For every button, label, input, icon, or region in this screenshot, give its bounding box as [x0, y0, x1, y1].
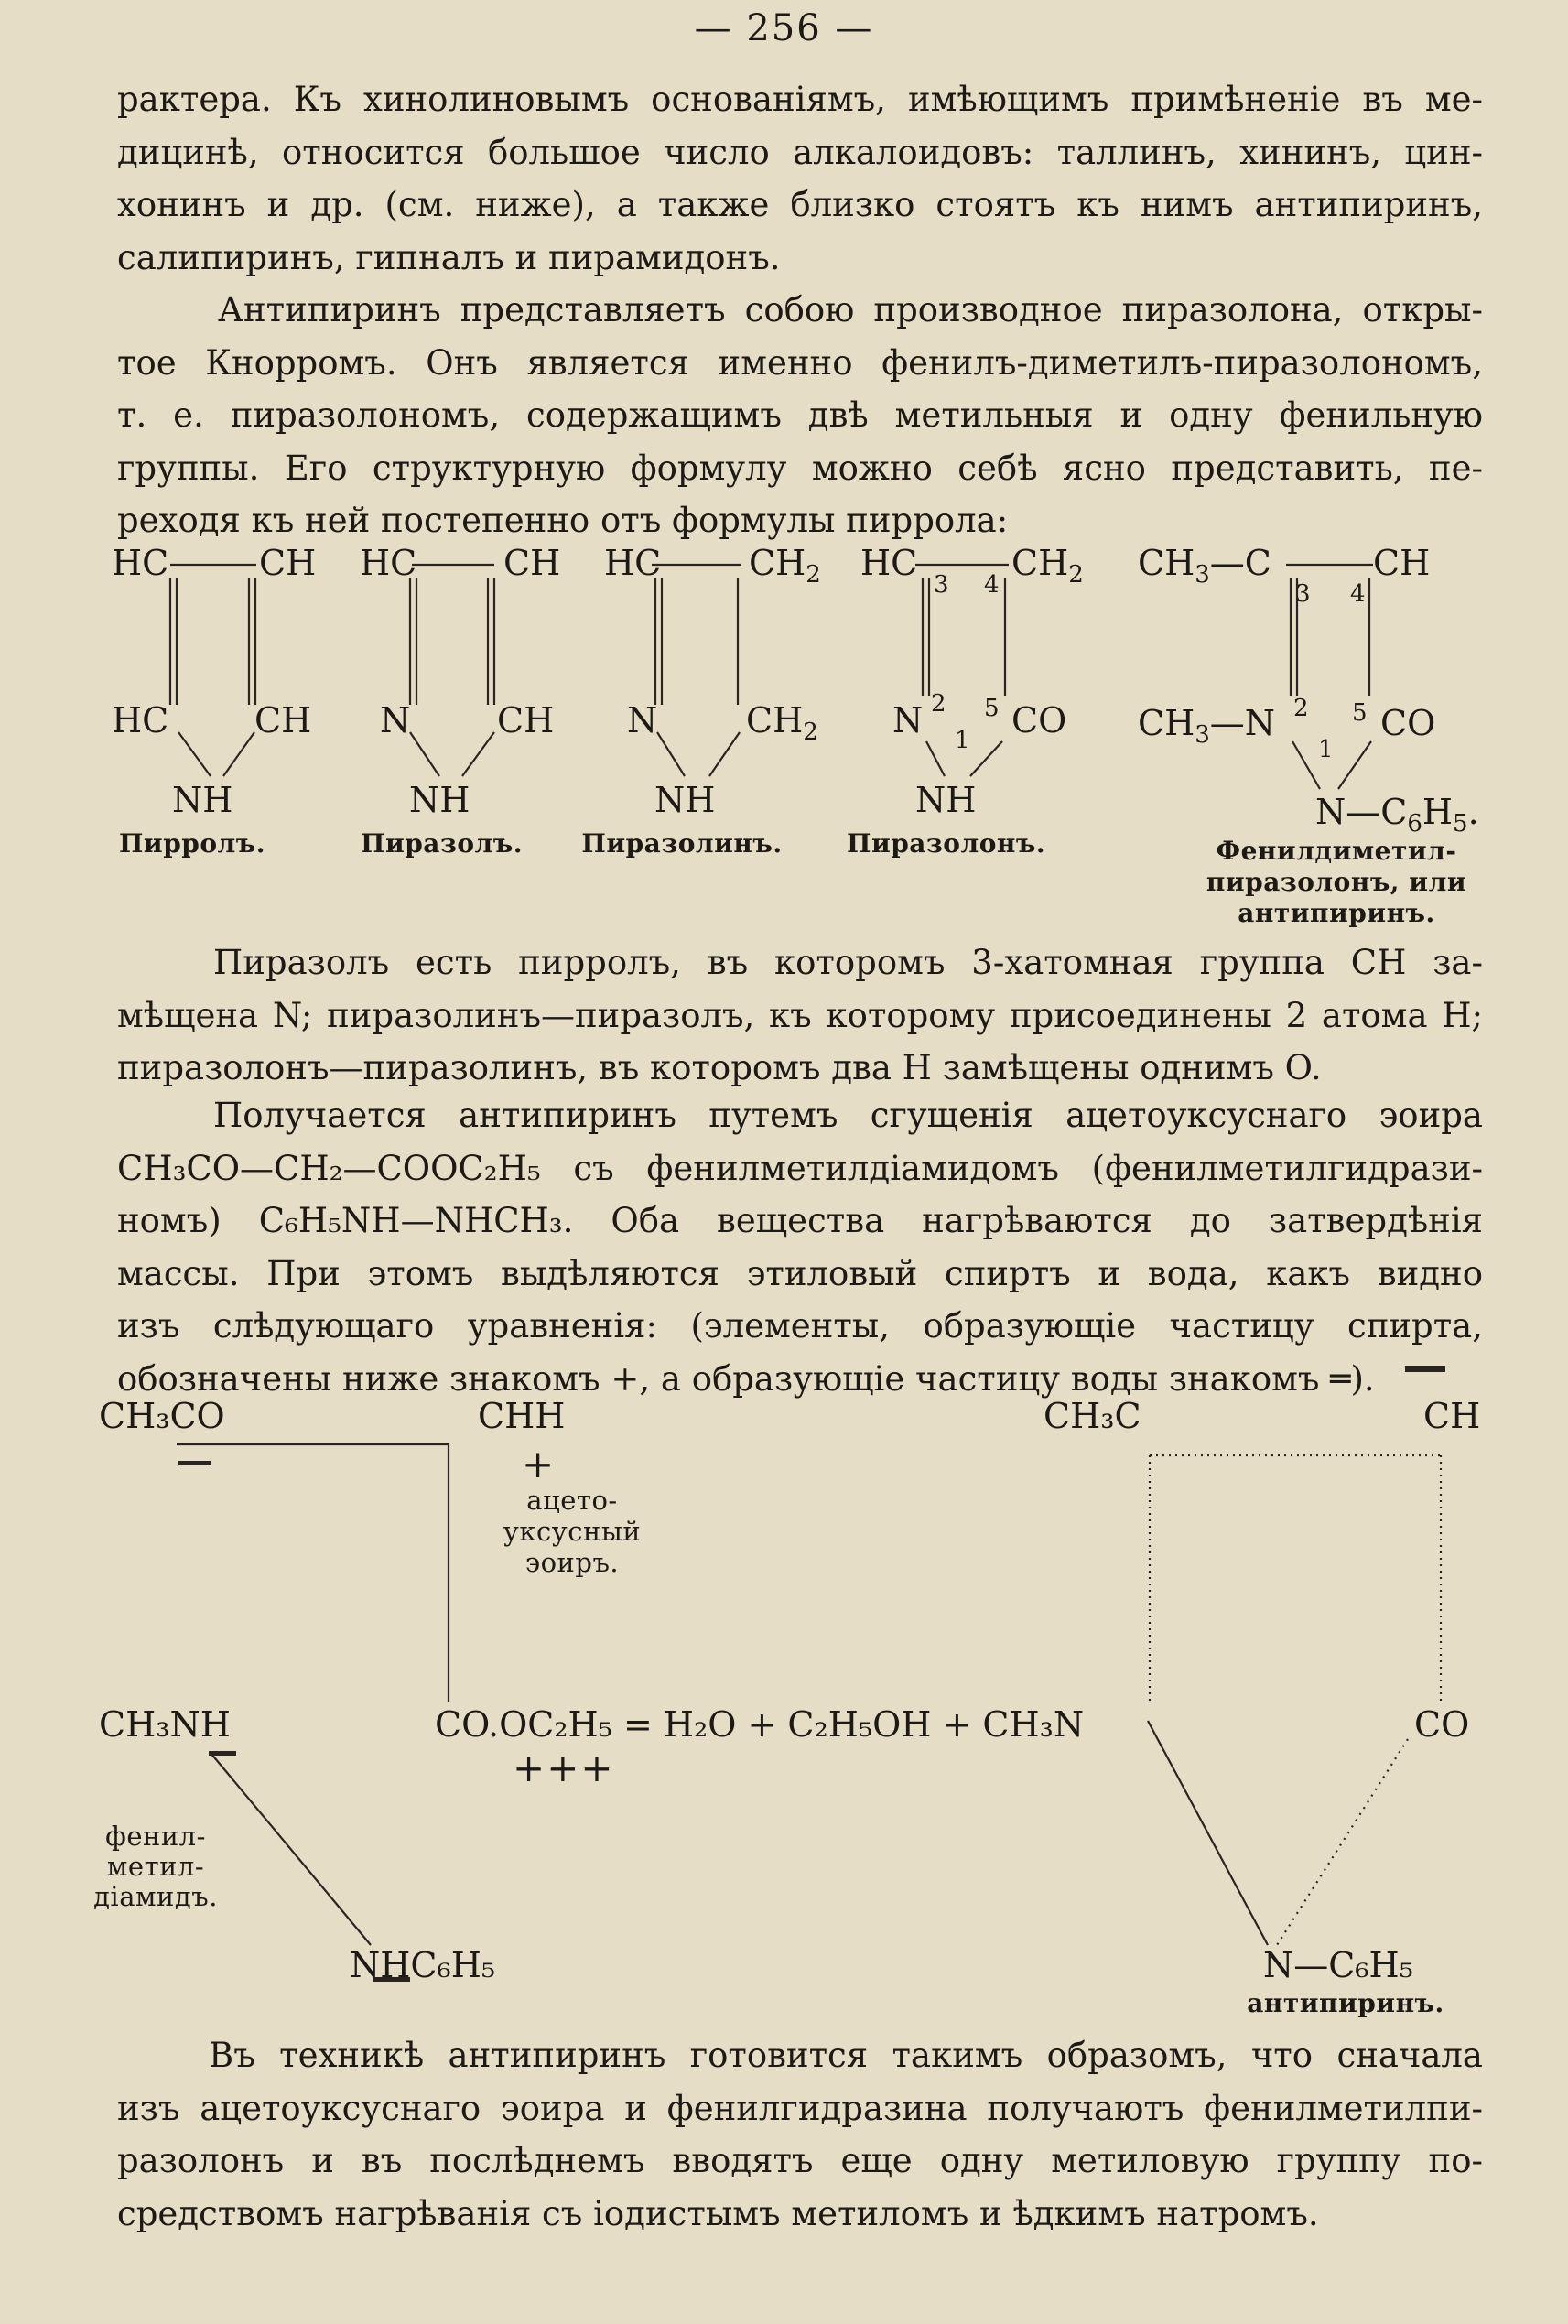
ring-number: 2	[931, 690, 946, 718]
alcohol-marks: +++	[513, 1746, 615, 1790]
atom-label: $CH_3—C$	[1138, 543, 1271, 589]
ring-number: 2	[1293, 695, 1309, 722]
bond	[926, 741, 945, 776]
atom-label: HC	[112, 543, 169, 583]
bond	[657, 732, 685, 776]
ring-number: 5	[1352, 699, 1368, 727]
formula-co: CO	[1414, 1704, 1470, 1745]
formula-ch3nh: CH₃NH	[99, 1704, 231, 1745]
bond	[1338, 741, 1371, 789]
atom-label: CH	[1373, 543, 1431, 583]
text-line: Антипиринъ представляетъ собою производное пиразолона, откры-	[218, 290, 1483, 330]
atom-label: HC	[604, 543, 662, 583]
ring-number: 4	[984, 571, 1000, 599]
text-line: т. е. пиразолономъ, содержащимъ двѣ метильныя и одну фенильную	[117, 395, 1483, 435]
caption: Пиразолонъ.	[847, 828, 1046, 859]
text-line: Получается антипиринъ путемъ сгущенія ацетоуксуснаго эоира	[213, 1096, 1483, 1135]
formula-n-c6h5: N—C₆H₅	[1263, 1945, 1413, 1985]
atom-label: HC	[112, 700, 169, 740]
atom-label: $CH_2$	[1011, 543, 1084, 589]
paragraph-4	[117, 1089, 1483, 1405]
caption: Пиразолъ.	[361, 828, 523, 859]
text-line: обозначены ниже знакомъ +, а образующіе частицу воды знакомъ ═).	[117, 1358, 1375, 1399]
ring-number: 1	[955, 727, 970, 754]
bond	[1148, 1721, 1268, 1945]
atom-label: CO	[1011, 700, 1067, 740]
text-line: разолонъ и въ послѣднемъ вводятъ еще одну метиловую группу по-	[117, 2141, 1483, 2180]
text-line: реходя къ ней постепенно отъ формулы пиррола:	[117, 501, 1009, 540]
atom-label: $N—C_6H_5$.	[1315, 792, 1479, 838]
atom-label: HC	[860, 543, 918, 583]
text-line: тое Кнорромъ. Онъ является именно фенилъ-диметилъ-пиразолономъ,	[117, 342, 1483, 383]
ring-number: 4	[1350, 580, 1366, 608]
formula-nhc6h5: NHC₆H₅	[350, 1945, 496, 1985]
text-line: Въ техникѣ антипиринъ готовится такимъ образомъ, что сначала	[209, 2036, 1483, 2075]
bond	[410, 732, 439, 776]
atom-label: CH	[254, 700, 312, 740]
atom-label: HC	[360, 543, 417, 583]
atom-label: NH	[409, 780, 470, 820]
text-line: изъ ацетоуксуснаго эоира и фенилгидразина получаютъ фенилметилпи-	[117, 2088, 1483, 2128]
text-line: хонинъ и др. (см. ниже), а также близко стоятъ къ нимъ антипиринъ,	[117, 185, 1483, 224]
text-line: дицинѣ, относится большое число алкалоидовъ: таллинъ, хининъ, цин-	[117, 132, 1483, 172]
atom-label: N	[627, 700, 658, 740]
hydrazide-label: фенил- метил- діамидъ.	[93, 1821, 218, 1912]
antipyrine-label: антипиринъ.	[1247, 1988, 1444, 2018]
formula-chh: CHH	[478, 1396, 566, 1436]
text-line: Пиразолъ есть пирролъ, въ которомъ 3-хатомная группа CH за-	[213, 943, 1483, 982]
water-mark	[178, 1461, 211, 1465]
text-line: рактера. Къ хинолиновымъ основаніямъ, имѣющимъ примѣненіе въ ме-	[117, 80, 1483, 119]
atom-label: $CH_3—N$	[1138, 703, 1276, 749]
bond	[178, 732, 211, 776]
atom-label: $CH_2$	[746, 700, 818, 746]
atom-label: $CH_2$	[749, 543, 821, 589]
paragraph-5	[117, 2029, 1483, 2240]
equation: CO.OC₂H₅ = H₂O + C₂H₅OH + CH₃N	[435, 1704, 1085, 1745]
paragraph-3	[117, 936, 1483, 1095]
bond	[1292, 741, 1320, 789]
caption: Пирролъ.	[118, 828, 265, 859]
bond	[223, 732, 254, 776]
bond	[462, 732, 494, 776]
ring-number: 3	[934, 571, 949, 599]
ring-number: 3	[1295, 580, 1311, 608]
caption: Фенилдиметил- пиразолонъ, или антипиринъ.	[1206, 836, 1467, 928]
formula-ch: CH	[1423, 1396, 1481, 1436]
bond	[709, 732, 740, 776]
caption: Пиразолинъ.	[581, 828, 783, 859]
text-line: салипиринъ, гипналъ и пирамидонъ.	[117, 237, 781, 277]
ring-number: 5	[984, 695, 1000, 722]
bond	[1277, 1739, 1408, 1945]
water-mark	[209, 1751, 236, 1756]
text-line: средствомъ нагрѣванія съ іодистымъ метиломъ и ѣдкимъ натромъ.	[117, 2193, 1319, 2233]
text-line: CH₃CO—CH₂—COOC₂H₅ съ фенилметилдіамидомъ (фенилметилгидрази-	[117, 1148, 1483, 1188]
atom-label: NH	[654, 780, 716, 820]
bond	[970, 741, 1002, 776]
text-line: номъ) C₆H₅NH—NHCH₃. Оба вещества нагрѣваются до затвердѣнія	[117, 1201, 1483, 1240]
formula-ch3c: CH₃C	[1044, 1396, 1141, 1436]
atom-label: NH	[915, 780, 977, 820]
text-line: мѣщена N; пиразолинъ—пиразолъ, къ которому присоединены 2 атома H;	[117, 995, 1483, 1035]
page-number: — 256 —	[694, 7, 874, 49]
formula-ch3co: CH₃CO	[99, 1396, 225, 1436]
bond	[211, 1753, 371, 1945]
text-line: группы. Его структурную формулу можно себѣ ясно представить, пе-	[117, 448, 1483, 488]
atom-label: N	[380, 700, 411, 740]
alcohol-mark: +	[522, 1442, 555, 1486]
text-line: пиразолонъ—пиразолинъ, въ которомъ два H замѣщены однимъ O.	[117, 1048, 1322, 1087]
atom-label: CH	[497, 700, 555, 740]
ring-number: 1	[1318, 736, 1334, 763]
atom-label: CO	[1380, 703, 1436, 743]
atom-label: CH	[503, 543, 561, 583]
atom-label: NH	[172, 780, 233, 820]
text-line: массы. При этомъ выдѣляются этиловый спиртъ и вода, какъ видно	[117, 1253, 1483, 1293]
ester-label: ацето- уксусный эоиръ.	[503, 1485, 642, 1578]
atom-label: CH	[259, 543, 317, 583]
text-line: изъ слѣдующаго уравненія: (элементы, образующіе частицу спирта,	[117, 1306, 1483, 1346]
atom-label: N	[892, 700, 924, 740]
